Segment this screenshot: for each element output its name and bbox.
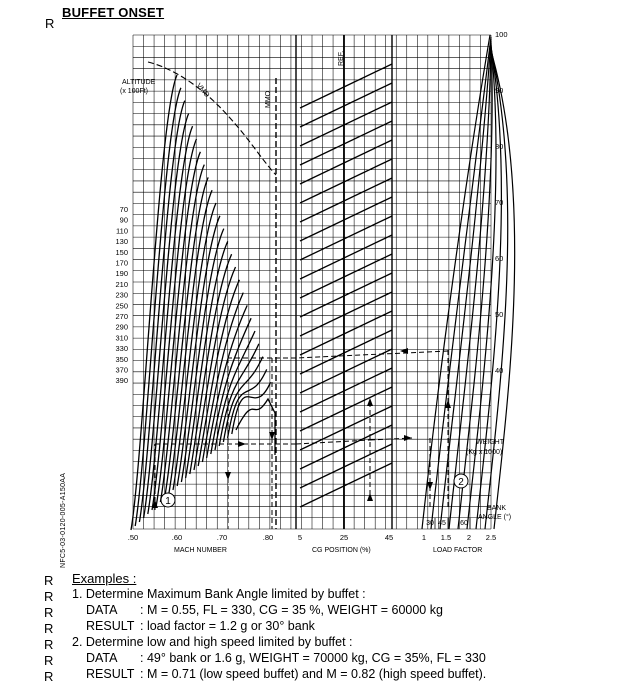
ex1-arrow-right (238, 441, 246, 447)
altitude-tick-label: 170 (115, 258, 128, 268)
ex1-arrow-right-2 (404, 435, 412, 441)
altitude-tick-label: 230 (115, 290, 128, 300)
cg-correction-line (300, 178, 392, 222)
cg-correction-line (300, 311, 392, 355)
weight-label-1: WEIGHT (476, 439, 504, 446)
examples-heading: Examples : (72, 571, 137, 586)
altitude-tick-label: 210 (115, 279, 128, 289)
r-mark-7: R (44, 669, 54, 684)
altitude-tick-label: 350 (115, 354, 128, 364)
cg-correction-line (300, 216, 392, 260)
altitude-tick-label: 330 (115, 344, 128, 354)
r-mark-2: R (44, 589, 54, 604)
cg-correction-line (300, 387, 392, 431)
cg-correction-line (300, 235, 392, 279)
example-2-result: : M = 0.71 (low speed buffet) and M = 0.82 (high speed buffet). (140, 667, 487, 681)
altitude-tick-label: 110 (116, 226, 128, 236)
ex2-arrow-down (225, 472, 231, 480)
example-2-data: : 49° bank or 1.6 g, WEIGHT = 70000 kg, CG = 35%, FL = 330 (140, 651, 486, 665)
altitude-tick-label: 270 (115, 312, 128, 321)
example-1-data-label: DATA (86, 603, 118, 617)
chart-grid (133, 35, 491, 529)
weight-tick-label: 100 (495, 30, 508, 39)
chart-curves (131, 35, 515, 530)
bank-tick-label: 60 (460, 520, 468, 527)
mach-tick-label: .60 (171, 533, 183, 542)
cg-correction-line (300, 349, 392, 393)
bank-label-2: ANGLE (°) (478, 514, 512, 521)
bank-tick-label: 30 (426, 520, 434, 527)
altitude-label-1: ALTITUDE (122, 79, 156, 86)
example-1-result: : load factor = 1.2 g or 30° bank (140, 619, 315, 633)
load-tick-label: 1 (421, 533, 427, 542)
bank-tick-label: 45 (438, 520, 446, 527)
r-mark-6: R (44, 653, 54, 668)
cg-correction-line (300, 425, 392, 469)
mmo-label: MMO (265, 90, 272, 108)
cg-correction-line (300, 254, 392, 298)
example-1-marker-label: 1 (165, 496, 171, 507)
r-mark-5: R (44, 637, 54, 652)
cg-correction-line (300, 463, 392, 507)
weight-tick-label: 50 (495, 310, 504, 319)
vmo-label: VMO (194, 82, 211, 99)
altitude-tick-label: 250 (115, 301, 128, 311)
cg-tick-label: 5 (297, 533, 303, 542)
side-reference: NFC5-03-0120-005-A150AA (60, 472, 67, 568)
cg-correction-line (300, 330, 392, 374)
ex1-arrow-cg-2 (367, 493, 373, 501)
load-axis-label: LOAD FACTOR (433, 547, 483, 554)
cg-correction-line (300, 140, 392, 184)
vmo-envelope (148, 62, 276, 175)
weight-tick-label: 60 (495, 254, 504, 263)
cg-tick-label: 25 (339, 533, 349, 542)
cg-correction-line (300, 64, 392, 108)
load-tick-label: 2.5 (485, 533, 497, 542)
load-tick-label: 2 (466, 533, 472, 542)
example-1-title: 1. Determine Maximum Bank Angle limited by buffet : (72, 587, 366, 601)
example-1-data: : M = 0.55, FL = 330, CG = 35 %, WEIGHT = 60000 kg (140, 603, 443, 617)
r-mark-4: R (44, 621, 54, 636)
cg-correction-line (300, 273, 392, 317)
altitude-label-2: (x 100Ft) (120, 88, 149, 95)
r-mark-1: R (44, 573, 54, 588)
mach-tick-label: .80 (262, 533, 274, 542)
load-tick-label: 1.5 (440, 533, 452, 542)
weight-tick-label: 80 (495, 142, 504, 151)
weight-tick-label: 90 (495, 86, 504, 95)
cg-correction-line (300, 292, 392, 336)
page-title: BUFFET ONSET (62, 5, 165, 20)
weight-tick-label: 70 (495, 198, 504, 207)
cg-correction-line (300, 83, 392, 127)
mach-axis-label: MACH NUMBER (174, 547, 227, 554)
altitude-tick-label: 150 (115, 247, 128, 257)
ref-label: REF. (338, 50, 345, 66)
cg-tick-label: 45 (384, 533, 394, 542)
altitude-tick-label: 290 (115, 322, 128, 332)
altitude-tick-label: 310 (115, 333, 128, 343)
mach-tick-label: .70 (216, 533, 228, 542)
altitude-tick-label: 130 (115, 237, 128, 247)
altitude-tick-label: 90 (119, 215, 128, 225)
example-2-data-label: DATA (86, 651, 118, 665)
example-2-marker-label: 2 (458, 477, 464, 488)
example-2-title: 2. Determine low and high speed limited by buffet : (72, 635, 353, 649)
altitude-tick-label: 70 (119, 205, 128, 214)
bank-label-1: BANK (487, 505, 507, 512)
example-2-result-label: RESULT (86, 667, 135, 681)
cg-correction-line (300, 102, 392, 146)
mach-tick-label: .50 (127, 533, 139, 542)
altitude-curve (236, 399, 275, 455)
altitude-tick-label: 190 (115, 269, 128, 279)
r-mark-3: R (44, 605, 54, 620)
revision-mark: R (45, 16, 55, 31)
altitude-tick-label: 390 (115, 376, 128, 386)
weight-tick-label: 40 (495, 366, 504, 375)
altitude-tick-label: 370 (115, 365, 128, 375)
ex2-to-cg (296, 351, 448, 358)
weight-label-2: (Kg x 1000) (466, 449, 503, 456)
example-1-result-label: RESULT (86, 619, 135, 633)
cg-axis-label: CG POSITION (%) (312, 547, 371, 554)
